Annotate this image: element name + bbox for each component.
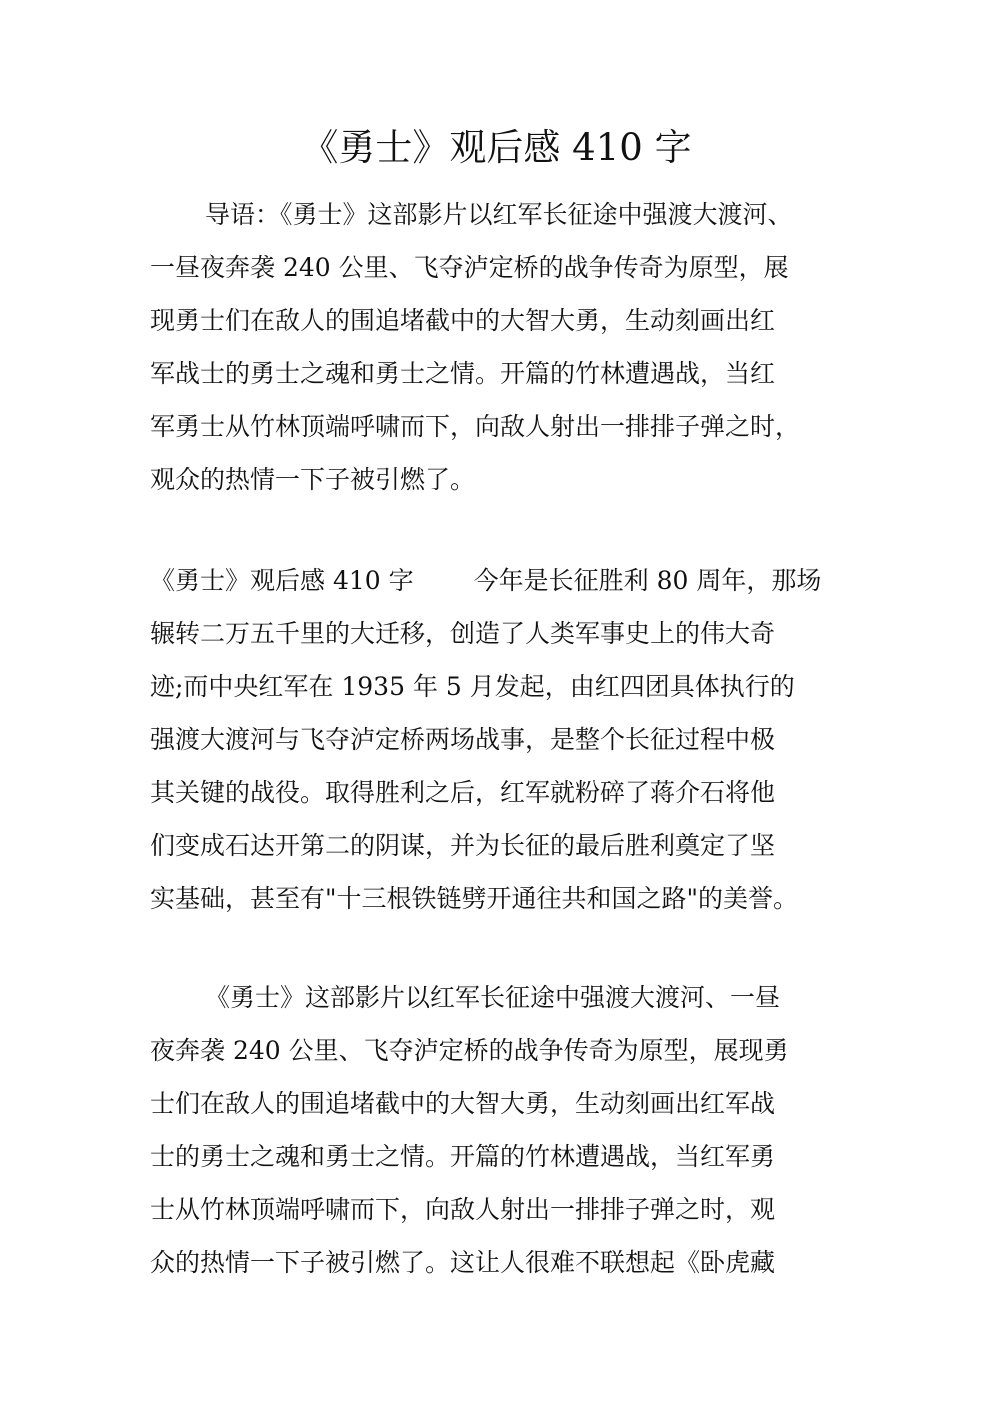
paragraph-line: 夜奔袭 240 公里、飞夺泸定桥的战争传奇为原型，展现勇	[150, 1036, 789, 1065]
document-title: 《勇士》观后感 410 字	[301, 126, 692, 169]
paragraph-line: 导语：《勇士》这部影片以红军长征途中强渡大渡河、	[205, 200, 793, 229]
paragraph-line: 观众的热情一下子被引燃了。	[150, 465, 476, 494]
paragraph-review	[150, 971, 845, 1289]
paragraph-line: 众的热情一下子被引燃了。这让人很难不联想起《卧虎藏	[150, 1248, 776, 1277]
paragraph-line: 实基础，甚至有"十三根铁链劈开通往共和国之路"的美誉。	[150, 884, 799, 913]
paragraph-line-text: 今年是长征胜利 80 周年，那场	[473, 566, 822, 595]
paragraph-line: 军勇士从竹林顶端呼啸而下，向敌人射出一排排子弹之时，	[150, 412, 801, 441]
paragraph-line: 士们在敌人的围追堵截中的大智大勇，生动刻画出红军战	[150, 1089, 776, 1118]
paragraph-line: 现勇士们在敌人的围追堵截中的大智大勇，生动刻画出红	[150, 306, 776, 335]
paragraph-line: 军战士的勇士之魂和勇士之情。开篇的竹林遭遇战，当红	[150, 359, 776, 388]
paragraph-line: 强渡大渡河与飞夺泸定桥两场战事，是整个长征过程中极	[150, 725, 776, 754]
inline-heading: 《勇士》观后感 410 字	[150, 566, 414, 595]
paragraph-line: 其关键的战役。取得胜利之后，红军就粉碎了蒋介石将他	[150, 778, 776, 807]
paragraph-intro	[150, 188, 845, 506]
paragraph-first-line	[150, 554, 845, 607]
paragraph-line: 辗转二万五千里的大迁移，创造了人类军事史上的伟大奇	[150, 619, 776, 648]
paragraph-main	[150, 554, 845, 925]
paragraph-line: 士从竹林顶端呼啸而下，向敌人射出一排排子弹之时，观	[150, 1195, 776, 1224]
paragraph-line: 一昼夜奔袭 240 公里、飞夺泸定桥的战争传奇为原型，展	[150, 253, 789, 282]
paragraph-line: 们变成石达开第二的阴谋，并为长征的最后胜利奠定了坚	[150, 831, 776, 860]
paragraph-line: 士的勇士之魂和勇士之情。开篇的竹林遭遇战，当红军勇	[150, 1142, 776, 1171]
paragraph-line: 迹;而中央红军在 1935 年 5 月发起，由红四团具体执行的	[150, 672, 795, 701]
paragraph-line: 《勇士》这部影片以红军长征途中强渡大渡河、一昼	[205, 983, 781, 1012]
